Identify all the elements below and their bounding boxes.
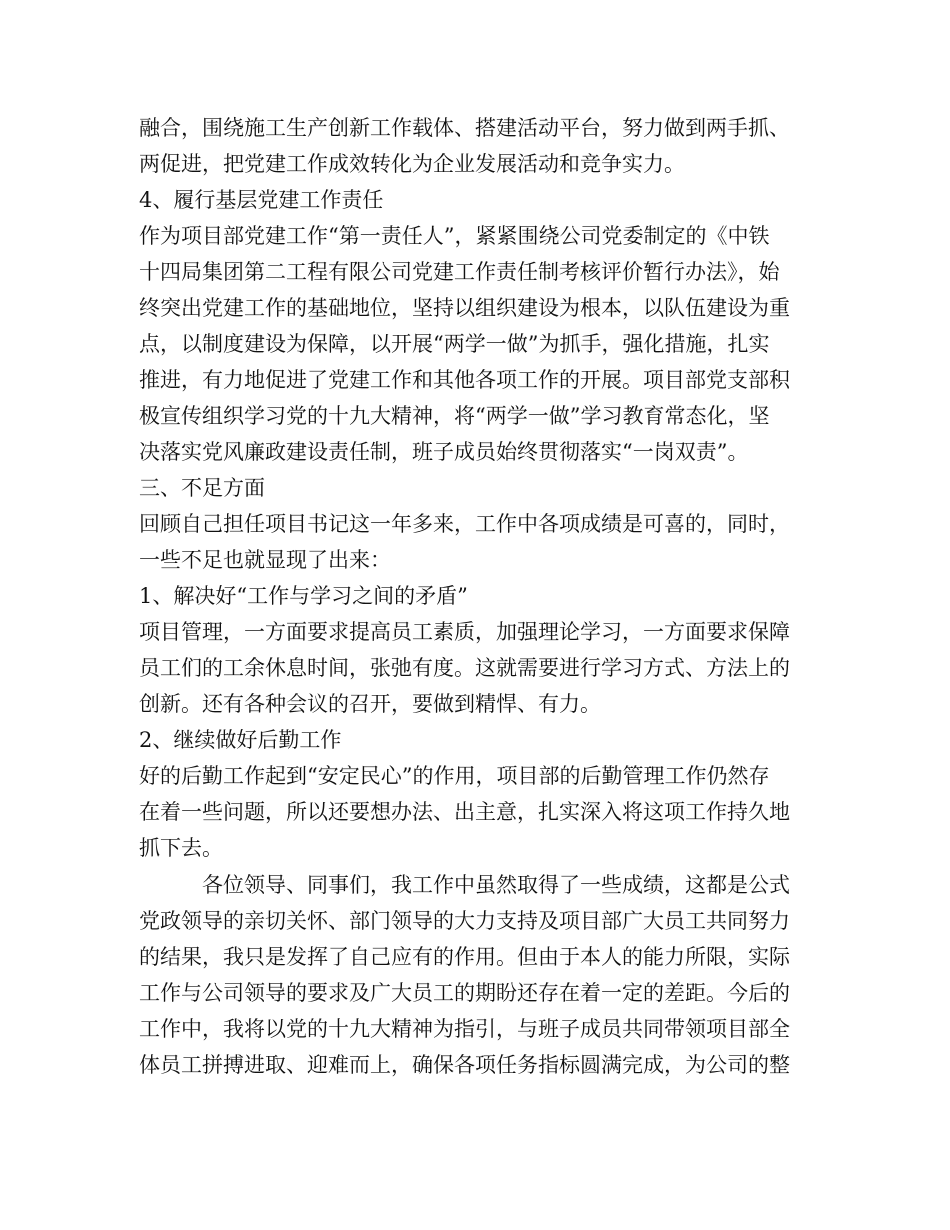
paragraph-line: 终突出党建工作的基础地位，坚持以组织建设为根本，以队伍建设为重 (139, 296, 790, 320)
paragraph-line: 决落实党风廉政建设责任制，班子成员始终贯彻落实“一岗双责”。 (139, 440, 749, 464)
paragraph-line: 十四局集团第二工程有限公司党建工作责任制考核评价暂行办法》，始 (139, 260, 780, 284)
paragraph-line: 的结果，我只是发挥了自己应有的作用。但由于本人的能力所限，实际 (139, 945, 790, 969)
paragraph-line: 各位领导、同事们，我工作中虽然取得了一些成绩，这都是公式 (202, 873, 790, 897)
paragraph-line: 好的后勤工作起到“安定民心”的作用，项目部的后勤管理工作仍然存 (139, 764, 770, 788)
paragraph-line: 推进，有力地促进了党建工作和其他各项工作的开展。项目部党支部积 (139, 368, 790, 392)
paragraph-line: 抓下去。 (139, 836, 223, 860)
paragraph-line: 融合，围绕施工生产创新工作载体、搭建活动平台，努力做到两手抓、 (139, 116, 790, 140)
section-heading: 1、解决好“工作与学习之间的矛盾” (139, 584, 468, 608)
paragraph-line: 员工们的工余休息时间，张弛有度。这就需要进行学习方式、方法上的 (139, 656, 790, 680)
paragraph-line: 体员工拼搏进取、迎难而上，确保各项任务指标圆满完成，为公司的整 (139, 1053, 790, 1077)
paragraph-line: 工作中，我将以党的十九大精神为指引，与班子成员共同带领项目部全 (139, 1017, 790, 1041)
paragraph-line: 极宣传组织学习党的十九大精神，将“两学一做”学习教育常态化，坚 (139, 404, 770, 428)
paragraph-line: 工作与公司领导的要求及广大员工的期盼还存在着一定的差距。今后的 (139, 981, 790, 1005)
paragraph-line: 创新。还有各种会议的召开，要做到精悍、有力。 (139, 692, 601, 716)
paragraph-line: 两促进，把党建工作成效转化为企业发展活动和竞争实力。 (139, 152, 685, 176)
section-heading: 三、不足方面 (139, 476, 265, 500)
paragraph-line: 点，以制度建设为保障，以开展“两学一做”为抓手，强化措施，扎实 (139, 332, 770, 356)
paragraph-line: 回顾自己担任项目书记这一年多来，工作中各项成绩是可喜的，同时， (139, 512, 790, 536)
section-heading: 2、继续做好后勤工作 (139, 728, 342, 752)
section-heading: 4、履行基层党建工作责任 (139, 188, 384, 212)
paragraph-line: 项目管理，一方面要求提高员工素质，加强理论学习，一方面要求保障 (139, 620, 790, 644)
paragraph-line: 一些不足也就显现了出来： (139, 548, 391, 572)
paragraph-line: 作为项目部党建工作“第一责任人”，紧紧围绕公司党委制定的《中铁 (139, 224, 770, 248)
paragraph-line: 党政领导的亲切关怀、部门领导的大力支持及项目部广大员工共同努力 (139, 909, 790, 933)
paragraph-line: 在着一些问题，所以还要想办法、出主意，扎实深入将这项工作持久地 (139, 800, 790, 824)
